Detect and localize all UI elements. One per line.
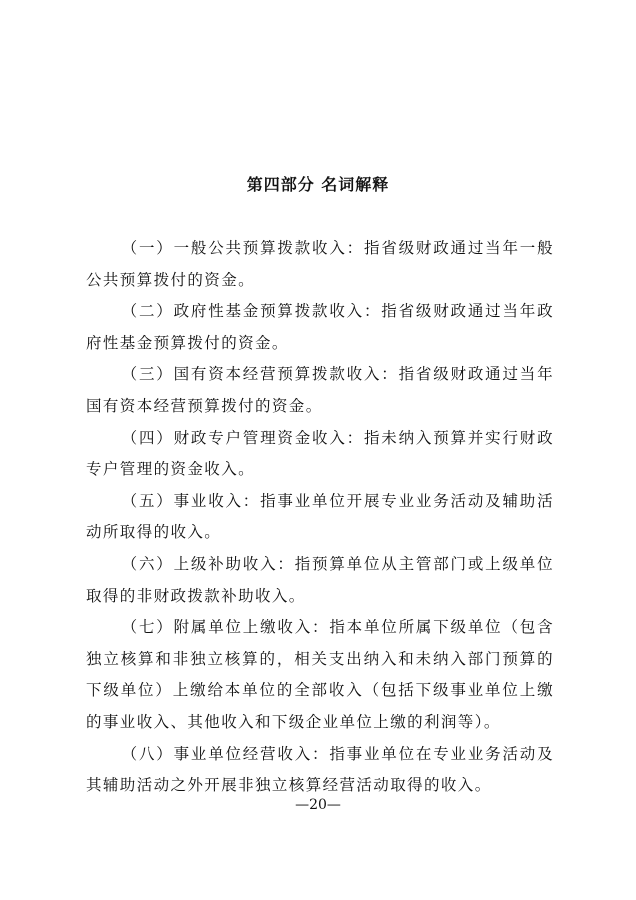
section-title: 第四部分 名词解释	[246, 175, 390, 194]
definition-paragraph-3: （三）国有资本经营预算拨款收入：指省级财政通过当年国有资本经营预算拨付的资金。	[86, 365, 554, 415]
definition-paragraph-7: （七）附属单位上缴收入：指本单位所属下级单位（包含独立核算和非独立核算的，相关支出纳入和未纳入部门预算的下级单位）上缴给本单位的全部收入（包括下级事业单位上缴的事业收入、其他收入和下级企业单位上缴的利润等）。	[86, 618, 554, 731]
definition-paragraph-8: （八）事业单位经营收入：指事业单位在专业业务活动及其辅助活动之外开展非独立核算经营活动取得的收入。	[86, 744, 554, 795]
definition-paragraph-6: （六）上级补助收入：指预算单位从主管部门或上级单位取得的非财政拨款补助收入。	[86, 554, 554, 605]
definition-paragraph-4: （四）财政专户管理资金收入：指未纳入预算并实行财政专户管理的资金收入。	[86, 428, 554, 479]
page-number: —20—	[295, 797, 341, 813]
definition-paragraph-1: （一）一般公共预算拨款收入：指省级财政通过当年一般公共预算拨付的资金。	[86, 239, 554, 289]
definition-paragraph-5: （五）事业收入：指事业单位开展专业业务活动及辅助活动所取得的收入。	[86, 491, 554, 542]
definition-paragraph-2: （二）政府性基金预算拨款收入：指省级财政通过当年政府性基金预算拨付的资金。	[86, 302, 554, 352]
definitions-body	[86, 233, 554, 802]
